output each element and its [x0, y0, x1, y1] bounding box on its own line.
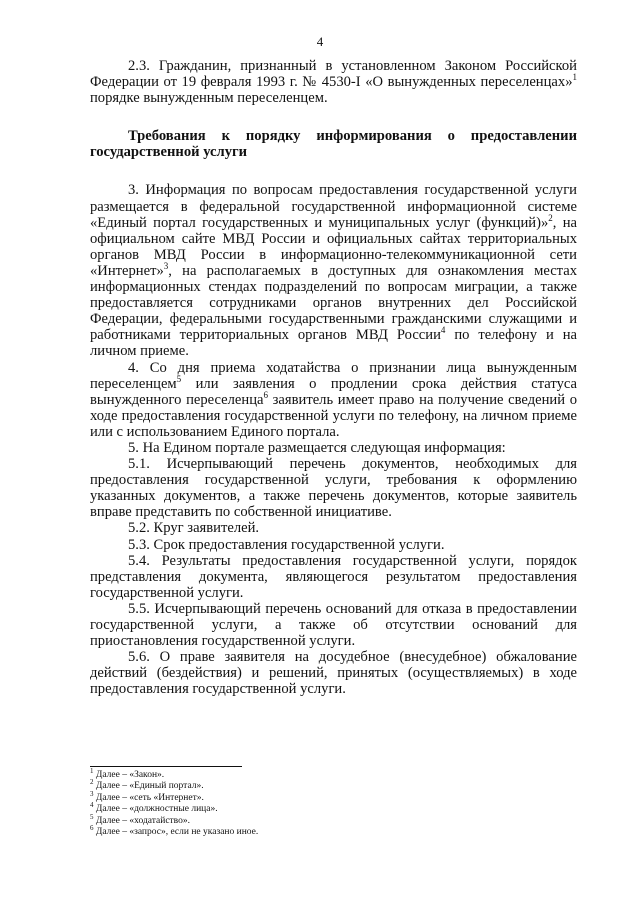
paragraph-5-6: 5.6. О праве заявителя на досудебное (внесудебное) обжалование действий (бездействия) и решений, принятых (осуществляемых) в ходе предоставления государственной услуги. [90, 649, 577, 698]
footnote-item [90, 778, 390, 792]
paragraph-5-5: 5.5. Исчерпывающий перечень оснований для отказа в предоставлении государственной услуги, а также об отсутствии оснований для приостановления государственной услуги. [90, 600, 577, 650]
footnote-item [90, 766, 390, 781]
paragraph-text: порядке вынужденным переселенцем. [90, 90, 328, 107]
footnote-ref-4[interactable]: 4 [440, 325, 446, 336]
footnote-item [90, 801, 390, 815]
footnote-number: 4 [90, 801, 94, 810]
footnote-divider [90, 766, 242, 767]
paragraph-5-2: 5.2. Круг заявителей. [128, 520, 260, 537]
footnote-item [90, 823, 390, 838]
footnote-number: 1 [90, 766, 94, 775]
document-body [90, 58, 577, 697]
paragraph-3 [90, 182, 577, 359]
paragraph-4 [90, 360, 577, 440]
paragraph-text: 4. Со дня приема ходатайства о признании лица вынужденным переселенцем [90, 359, 577, 392]
footnote-ref-5[interactable]: 5 [176, 373, 182, 384]
paragraph-text: 3. Информация по вопросам предоставления государственной услуги размещается в федеральной государственной информационной системе «Единый портал государственных и муниципальных услуг (функций)» [90, 182, 577, 231]
footnote-number: 6 [90, 823, 94, 832]
section-heading: Требования к порядку информирования о предоставлении государственной услуги [90, 128, 577, 161]
footnotes [90, 766, 390, 838]
paragraph-text: , на официальном сайте МВД России и официальных сайтах территориальных органов МВД России в информационно-телекоммуникационной сети «Интернет» [90, 214, 577, 279]
footnote-text: Далее – «сеть «Интернет». [93, 792, 204, 803]
paragraph-text: 2.3. Гражданин, признанный в установленном Законом Российской Федерации от 19 февраля 1993 г. № 4530-I «О вынужденных переселенцах» [90, 58, 577, 91]
footnote-ref-6[interactable]: 6 [263, 389, 269, 400]
page-number: 4 [316, 34, 324, 49]
paragraph-5: 5. На Едином портале размещается следующая информация: [128, 439, 506, 456]
footnote-ref-2[interactable]: 2 [548, 212, 553, 223]
footnote-item [90, 789, 390, 804]
footnote-number: 3 [90, 789, 94, 798]
footnote-ref-3[interactable]: 3 [163, 261, 169, 272]
footnote-number: 2 [90, 778, 94, 787]
paragraph-text: , на располагаемых в доступных для ознакомления местах информационных стендах подразделений по вопросам миграции, а также предоставляется сотрудниками органов внутренних дел Российской Федерации, федеральными государственными гражданскими служащими и работниками территориальных органов МВД России [90, 262, 577, 344]
footnote-text: Далее – «ходатайство». [93, 815, 190, 826]
paragraph-5-1: 5.1. Исчерпывающий перечень документов, необходимых для предоставления государственной услуги, требования к оформлению указанных документов, а также перечень документов, которые заявитель вправе представить по собственной инициативе. [90, 456, 577, 521]
paragraph-5-4: 5.4. Результаты предоставления государственной услуги, порядок представления документа, являющегося результатом предоставления государственной услуги. [90, 552, 577, 601]
footnote-number: 5 [90, 812, 94, 821]
paragraph-text: по телефону и на личном приеме. [90, 327, 577, 360]
paragraph-text: заявитель имеет право на получение сведений о ходе предоставления государственной услуги по телефону, на личном приеме или с использованием Единого портала. [90, 391, 577, 440]
footnote-text: Далее – «должностные лица». [93, 804, 218, 815]
footnote-text: Далее – «Закон». [93, 770, 165, 780]
paragraph-2-3 [90, 58, 577, 106]
footnote-text: Далее – «Единый портал». [93, 781, 204, 792]
footnote-text: Далее – «запрос», если не указано иное. [93, 827, 259, 838]
paragraph-5-3: 5.3. Срок предоставления государственной услуги. [128, 536, 445, 553]
footnote-ref-1[interactable]: 1 [572, 72, 577, 83]
paragraph-text: или заявления о продлении срока действия статуса вынужденного переселенца [90, 375, 577, 408]
footnote-item [90, 812, 390, 827]
